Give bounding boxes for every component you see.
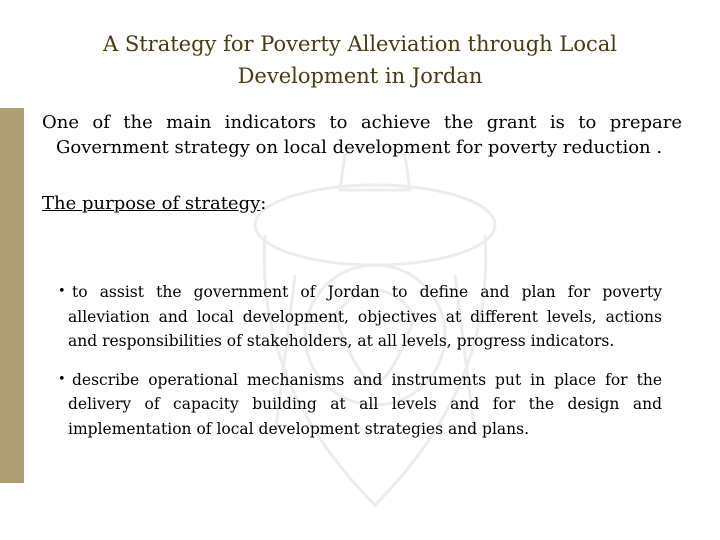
bullet-dot: • [58,284,66,299]
bullet-list [60,280,662,455]
list-item [60,368,662,442]
list-item [60,280,662,354]
intro-paragraph [42,110,682,160]
intro-line-1: One of the main indicators to achieve the grant is to prepare [42,112,682,133]
purpose-colon: : [260,193,267,214]
purpose-heading [42,192,266,216]
intro-line-2: Government strategy on local development for poverty reduction . [56,137,663,158]
accent-side-bar [0,108,24,483]
slide-title: A Strategy for Poverty Alleviation through Local Development in Jordan [103,32,617,88]
bullet-text: describe operational mechanisms and instruments put in place for the delivery of capacity building at all levels and for the design and implementation of local development strategies and plans. [68,370,662,438]
purpose-label: The purpose of strategy [42,193,261,214]
bullet-text: to assist the government of Jordan to define and plan for poverty alleviation and local development, objectives at different levels, actions and responsibilities of stakeholders, at all levels, progress indicators. [68,283,662,350]
bullet-dot: • [58,371,66,387]
